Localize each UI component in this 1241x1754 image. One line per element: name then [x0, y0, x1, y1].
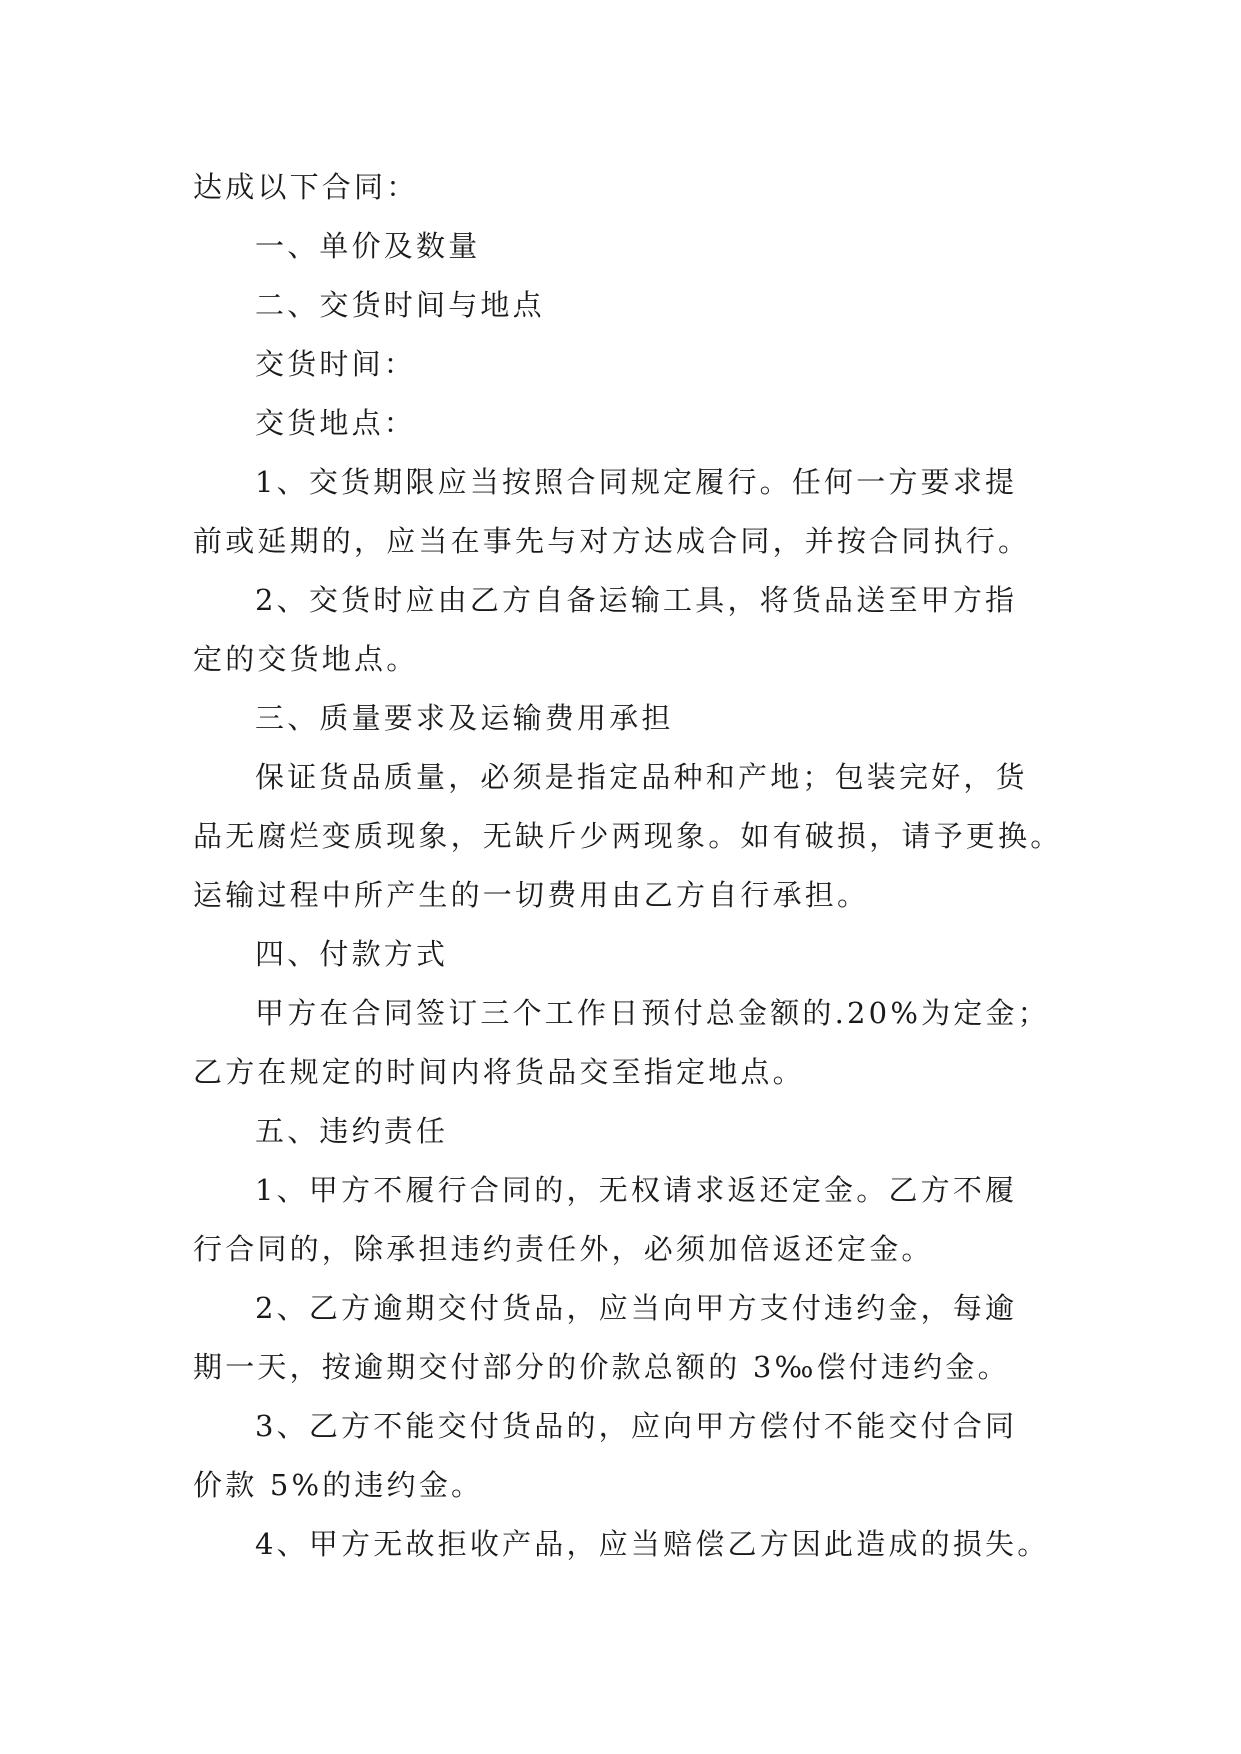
- text-line: 2、乙方逾期交付货品，应当向甲方支付违约金，每逾: [255, 1291, 1018, 1325]
- text-line: 运输过程中所产生的一切费用由乙方自行承担。: [193, 878, 870, 912]
- section-heading: 一、单价及数量: [255, 229, 481, 263]
- section-heading: 三、质量要求及运输费用承担: [255, 701, 674, 735]
- text-line: 甲方在合同签订三个工作日预付总金额的.20%为定金；: [255, 996, 1050, 1030]
- section-heading: 二、交货时间与地点: [255, 288, 545, 322]
- text-line: 4、甲方无故拒收产品，应当赔偿乙方因此造成的损失。: [255, 1527, 1050, 1561]
- text-line: 品无腐烂变质现象，无缺斤少两现象。如有破损，请予更换。: [193, 819, 1063, 853]
- text-line: 2、交货时应由乙方自备运输工具，将货品送至甲方指: [255, 583, 1018, 617]
- text-line: 期一天，按逾期交付部分的价款总额的 3‰偿付违约金。: [193, 1350, 1010, 1384]
- text-line: 定的交货地点。: [193, 642, 419, 676]
- text-line: 乙方在规定的时间内将货品交至指定地点。: [193, 1055, 805, 1089]
- text-line: 1、甲方不履行合同的，无权请求返还定金。乙方不履: [255, 1173, 1018, 1207]
- text-line: 交货时间：: [255, 347, 417, 381]
- text-line: 达成以下合同：: [193, 170, 419, 204]
- text-line: 1、交货期限应当按照合同规定履行。任何一方要求提: [255, 465, 1018, 499]
- text-line: 前或延期的，应当在事先与对方达成合同，并按合同执行。: [193, 524, 1031, 558]
- text-line: 行合同的，除承担违约责任外，必须加倍返还定金。: [193, 1232, 934, 1266]
- text-line: 保证货品质量，必须是指定品种和产地；包装完好，货: [255, 760, 1028, 794]
- text-line: 交货地点：: [255, 406, 417, 440]
- text-line: 价款 5%的违约金。: [193, 1468, 484, 1502]
- section-heading: 四、付款方式: [255, 937, 449, 971]
- section-heading: 五、违约责任: [255, 1114, 449, 1148]
- text-line: 3、乙方不能交付货品的，应向甲方偿付不能交付合同: [255, 1409, 1018, 1443]
